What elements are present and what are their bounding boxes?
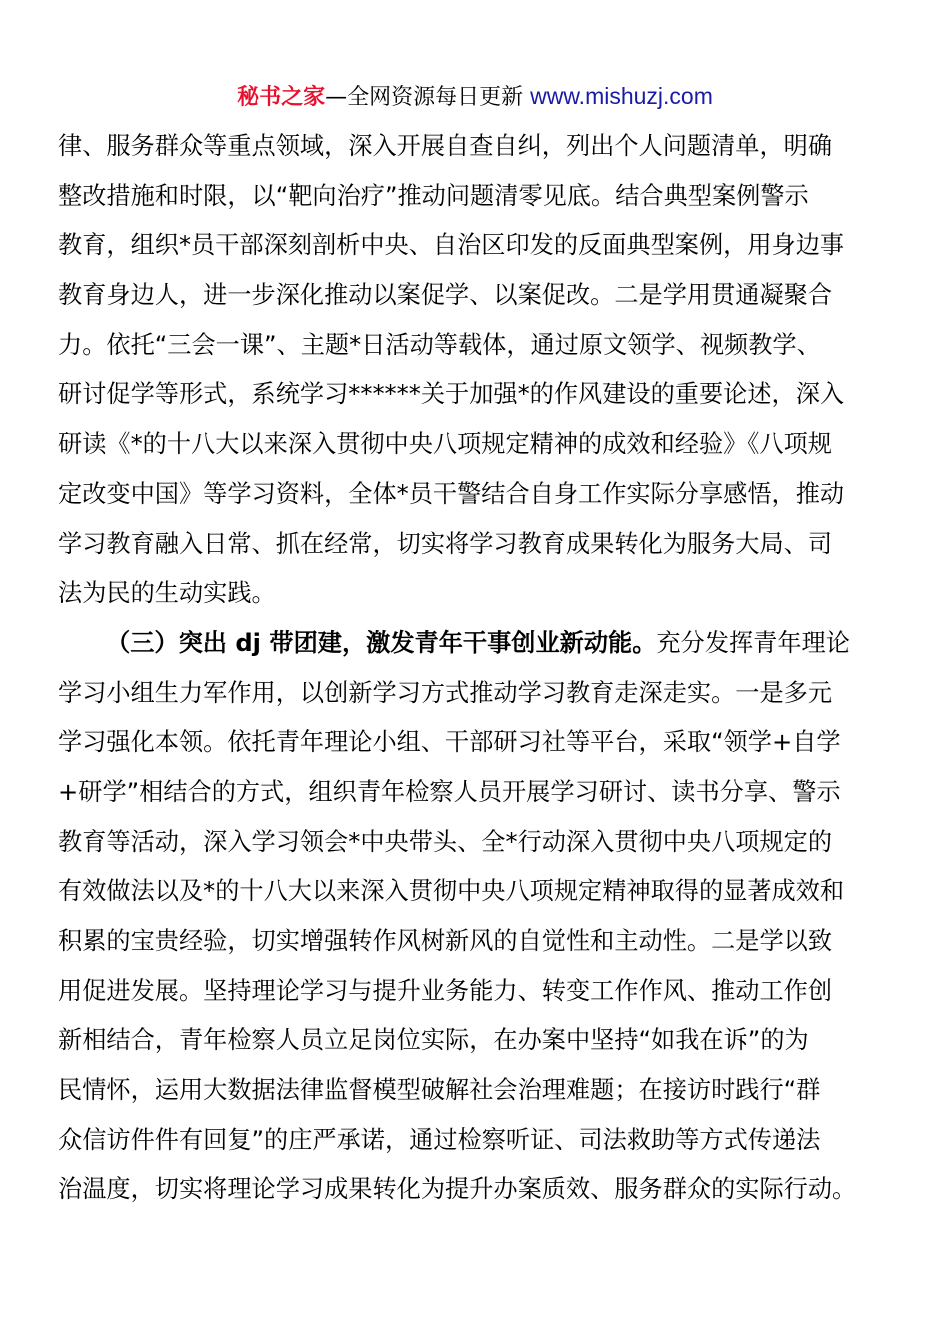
site-header [0,78,950,116]
body-line: 积累的宝贵经验，切实增强转作风树新风的自觉性和主动性。二是学以致 [58,927,833,955]
section-heading-line: （三）突出 dj 带团建，激发青年干事创业新动能。充分发挥青年理论 [106,628,850,657]
body-line: 法为民的生动实践。 [58,579,276,608]
site-brand: 秘书之家 [237,85,326,110]
body-line: 教育等活动，深入学习领会*中央带头、全*行动深入贯彻中央八项规定的 [58,827,833,856]
body-line: 众信访件件有回复”的庄严承诺，通过检察听证、司法救助等方式传递法 [58,1125,821,1154]
body-line: 民情怀，运用大数据法律监督模型破解社会治理难题；在接访时践行“群 [58,1076,821,1105]
site-tagline: —全网资源每日更新 [325,85,531,110]
body-line: 整改措施和时限，以“靶向治疗”推动问题清零见底。结合典型案例警示 [58,181,809,210]
body-line: +研学”相结合的方式，组织青年检察人员开展学习研讨、读书分享、警示 [58,777,841,806]
body-line: 用促进发展。坚持理论学习与提升业务能力、转变工作作风、推动工作创 [58,976,833,1005]
body-line: 律、服务群众等重点领域，深入开展自查自纠，列出个人问题清单，明确 [58,132,833,160]
section-heading: （三）突出 dj 带团建，激发青年干事创业新动能。 [106,628,657,657]
body-line: 新相结合，青年检察人员立足岗位实际，在办案中坚持“如我在诉”的为 [58,1026,809,1055]
body-line: 学习教育融入日常、抓在经常，切实将学习教育成果转化为服务大局、司 [58,529,833,558]
document-body [58,128,894,1221]
site-url-link[interactable]: www.mishuzj.com [530,83,713,109]
body-line: 教育身边人，进一步深化推动以案促学、以案促改。二是学用贯通凝聚合 [58,281,833,310]
body-line: 定改变中国》等学习资料，全体*员干警结合自身工作实际分享感悟，推动 [58,479,845,508]
body-line: 教育，组织*员干部深刻剖析中央、自治区印发的反面典型案例，用身边事 [58,231,845,260]
body-line: 力。依托“三会一课”、主题*日活动等载体，通过原文领学、视频教学、 [58,330,821,359]
body-line: 研读《*的十八大以来深入贯彻中央八项规定精神的成效和经验》《八项规 [58,430,832,459]
body-line: 研讨促学等形式，系统学习******关于加强*的作风建设的重要论述，深入 [58,380,845,409]
body-line: 有效做法以及*的十八大以来深入贯彻中央八项规定精神取得的显著成效和 [58,877,845,906]
body-line: 学习小组生力军作用，以创新学习方式推动学习教育走深走实。一是多元 [58,678,833,707]
body-line: 治温度，切实将理论学习成果转化为提升办案质效、服务群众的实际行动。 [58,1175,857,1204]
body-line: 学习强化本领。依托青年理论小组、干部研习社等平台，采取“领学+自学 [58,728,841,757]
